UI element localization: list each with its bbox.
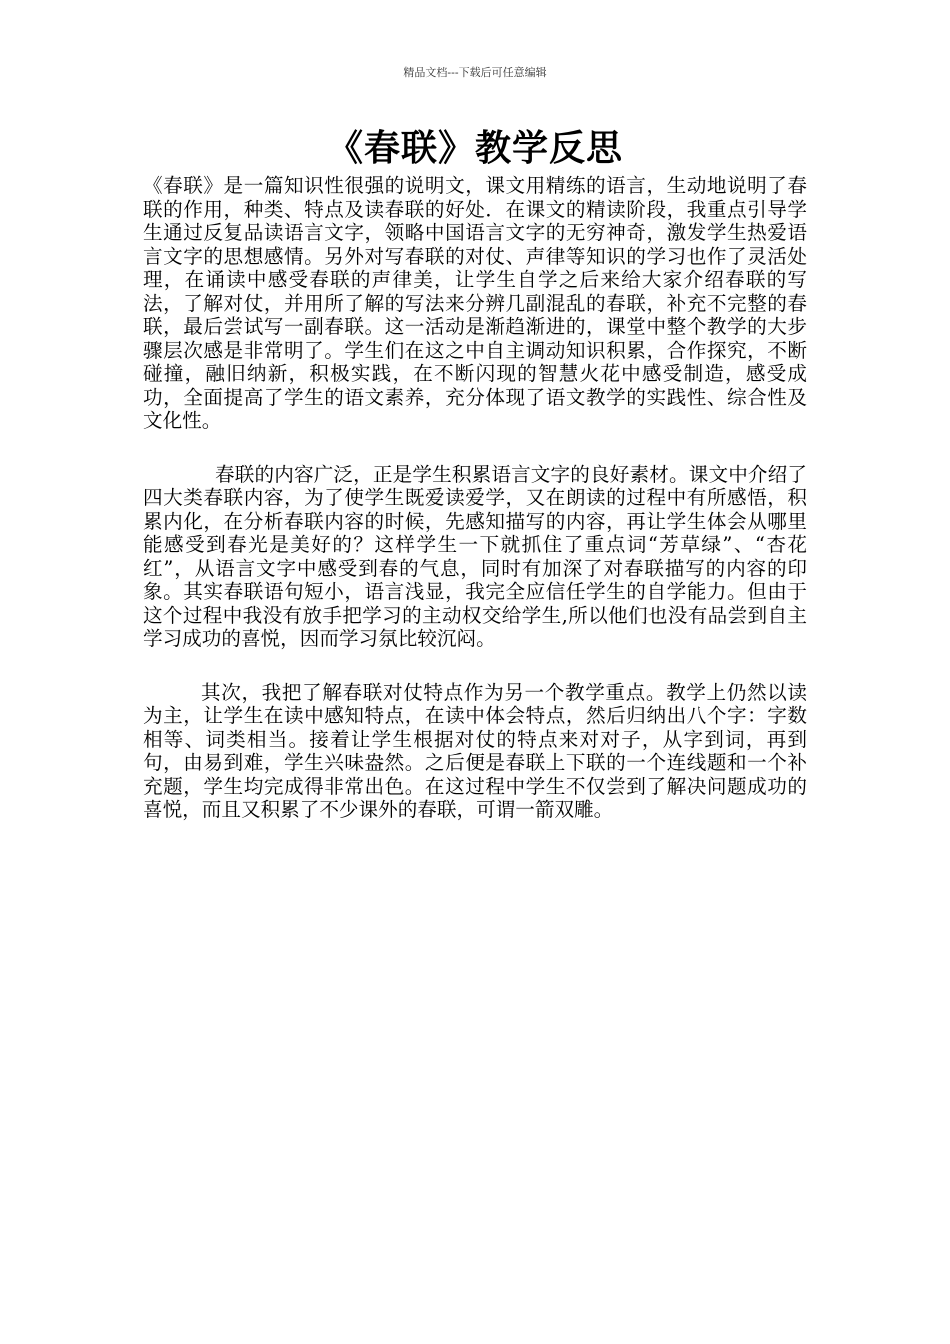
- paragraph-1: 《春联》是一篇知识性很强的说明文，课文用精练的语言，生动地说明了春联的作用，种类、特点及读春联的好处．在课文的精读阶段，我重点引导学生通过反复品读语言文字，领略中国语言文字的无穷神奇，激发学生热爱语言文字的思想感情。另外对写春联的对仗、声律等知识的学习也作了灵活处理，在诵读中感受春联的声律美，让学生自学之后来给大家介绍春联的写法，了解对仗，并用所了解的写法来分辨几副混乱的春联，补充不完整的春联，最后尝试写一副春联。这一活动是渐趋渐进的，课堂中整个教学的大步骤层次感是非常明了。学生们在这之中自主调动知识积累，合作探究，不断碰撞，融旧纳新，积极实践，在不断闪现的智慧火花中感受制造，感受成功，全面提高了学生的语文素养，充分体现了语文教学的实践性、综合性及文化性。: [143, 174, 807, 432]
- paragraph-2: 春联的内容广泛，正是学生积累语言文字的良好素材。课文中介绍了四大类春联内容，为了使学生既爱读爱学，又在朗读的过程中有所感悟，积累内化，在分析春联内容的时候，先感知描写的内容，再让学生体会从哪里能感受到春光是美好的？这样学生一下就抓住了重点词“芳草绿”、“杏花红”，从语言文字中感受到春的气息，同时有加深了对春联描写的内容的印象。其实春联语句短小，语言浅显，我完全应信任学生的自学能力。但由于这个过程中我没有放手把学习的主动权交给学生,所以他们也没有品尝到自主学习成功的喜悦，因而学习氛比较沉闷。: [143, 462, 807, 650]
- paragraph-spacer: [143, 433, 807, 463]
- paragraph-3: 其次，我把了解春联对仗特点作为另一个教学重点。教学上仍然以读为主，让学生在读中感知特点，在读中体会特点，然后归纳出八个字：字数相等、词类相当。接着让学生根据对仗的特点来对对子，从字到词，再到句，由易到难，学生兴味盎然。之后便是春联上下联的一个连线题和一个补充题，学生均完成得非常出色。在这过程中学生不仅尝到了解决问题成功的喜悦，而且又积累了不少课外的春联，可谓一箭双雕。: [143, 680, 807, 821]
- page-title: 《春联》教学反思: [326, 127, 623, 169]
- paragraph-spacer: [143, 651, 807, 681]
- header-note: 精品文档---下载后可任意编辑: [403, 66, 547, 79]
- document-body: [143, 174, 807, 822]
